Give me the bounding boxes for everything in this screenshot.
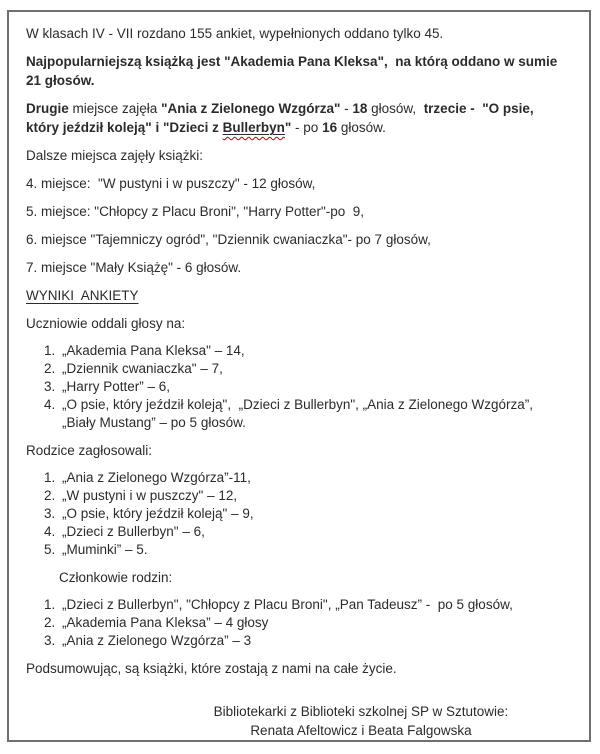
paragraph-most-popular — [26, 52, 567, 90]
students-intro-text: Uczniowie oddali głosy na: — [26, 316, 186, 331]
list-item — [59, 632, 567, 650]
place-6-text: 6. miejsce "Tajemniczy ogród", "Dziennik cwaniaczka"- po 7 głosów, — [26, 232, 431, 247]
family-intro — [59, 568, 567, 587]
further-heading-text: Dalsze miejsca zajęły książki: — [26, 148, 204, 163]
list-item — [59, 523, 567, 541]
results-heading-text: WYNIKI ANKIETY — [26, 288, 139, 303]
paragraph-place-4 — [26, 174, 567, 193]
signature-role-text: Bibliotekarki z Biblioteki szkolnej SP w Sztutowie: — [213, 704, 509, 719]
parents-intro-text: Rodzice zagłosowali: — [26, 443, 153, 458]
list-item — [59, 396, 567, 432]
parent-vote-1: „Ania z Zielonego Wzgórza”-11, — [62, 470, 251, 485]
run-drugie: Drugie — [26, 101, 69, 116]
paragraph-further-heading — [26, 146, 567, 165]
list-item — [59, 614, 567, 632]
family-vote-2: „Akademia Pana Kleksa” – 4 głosy — [62, 615, 269, 630]
run-ktory: który jeździł koleją" i "Dzieci z — [26, 120, 223, 135]
students-list — [26, 342, 567, 432]
run-bullerbyn-misspelled — [223, 120, 285, 135]
run-trzecie: trzecie - "O psie, — [423, 101, 534, 116]
parent-vote-2: „W pustyni i w puszczy" – 12, — [62, 488, 238, 503]
most-popular-line1: Najpopularniejszą książką jest "Akademia Pana Kleksa", na którą oddano w sumie — [26, 54, 558, 69]
list-item — [59, 342, 567, 360]
student-vote-1: „Akademia Pana Kleksa" – 14, — [62, 343, 245, 358]
list-item — [59, 469, 567, 487]
conclusion-paragraph — [26, 659, 567, 678]
family-vote-3: „Ania z Zielonego Wzgórza” – 3 — [62, 633, 252, 648]
signature-names-text: Renata Afeltowicz i Beata Falgowska — [250, 723, 472, 738]
parent-vote-5: „Muminki” – 5. — [62, 542, 148, 557]
run-dash: - — [340, 101, 353, 116]
document-page — [7, 10, 591, 742]
student-vote-3: „Harry Potter” – 6, — [62, 379, 171, 394]
family-list — [26, 596, 567, 650]
parents-intro — [26, 441, 567, 460]
run-po: - po — [291, 120, 323, 135]
list-item — [59, 487, 567, 505]
place-5-text: 5. miejsce: "Chłopcy z Placu Broni", "Harry Potter"-po 9, — [26, 204, 365, 219]
conclusion-text: Podsumowując, są książki, które zostają z nami na całe życie. — [26, 661, 397, 676]
run-16: 16 — [322, 120, 338, 135]
students-intro — [26, 314, 567, 333]
most-popular-line2: 21 głosów. — [26, 73, 95, 88]
paragraph-second-third — [26, 99, 567, 137]
list-item — [59, 378, 567, 396]
run-glosow-end: głosów. — [337, 120, 386, 135]
list-item — [59, 541, 567, 559]
list-item — [59, 360, 567, 378]
family-vote-1: „Dzieci z Bullerbyn", "Chłopcy z Placu Broni", „Pan Tadeusz” - po 5 głosów, — [62, 597, 513, 612]
student-vote-2: „Dziennik cwaniaczka" – 7, — [62, 361, 223, 376]
paragraph-place-5 — [26, 202, 567, 221]
parent-vote-3: „O psie, który jeździł koleją" – 9, — [62, 506, 254, 521]
paragraph-place-6 — [26, 230, 567, 249]
run-text: miejsce zajęła — [68, 101, 162, 116]
spellcheck-squiggle: Bullerbyn — [222, 120, 285, 135]
intro-text: W klasach IV - VII rozdano 155 ankiet, wypełnionych oddano tylko 45. — [26, 26, 444, 41]
signature-block — [146, 702, 576, 740]
run-quote: " — [284, 120, 292, 135]
paragraph-place-7 — [26, 258, 567, 277]
results-heading — [26, 286, 567, 305]
list-item — [59, 505, 567, 523]
parents-list — [26, 469, 567, 559]
student-vote-4-line2: „Biały Mustang” – po 5 głosów. — [62, 415, 246, 430]
place-7-text: 7. miejsce "Mały Książę" - 6 głosów. — [26, 260, 242, 275]
signature-line1 — [146, 702, 576, 721]
run-ania-title: "Ania z Zielonego Wzgórza" — [161, 101, 341, 116]
parent-vote-4: „Dzieci z Bullerbyn" – 6, — [62, 524, 205, 539]
place-4-text: 4. miejsce: "W pustyni i w puszczy" - 12 głosów, — [26, 176, 316, 191]
signature-line2 — [146, 721, 576, 740]
student-vote-4-line1: „O psie, który jeździł koleją", „Dzieci z Bullerbyn", „Ania z Zielonego Wzgórza”, — [62, 397, 533, 412]
run-glosow: głosów, — [367, 101, 424, 116]
run-18: 18 — [352, 101, 368, 116]
family-intro-text: Członkowie rodzin: — [59, 570, 173, 585]
list-item — [59, 596, 567, 614]
paragraph-intro — [26, 24, 567, 43]
